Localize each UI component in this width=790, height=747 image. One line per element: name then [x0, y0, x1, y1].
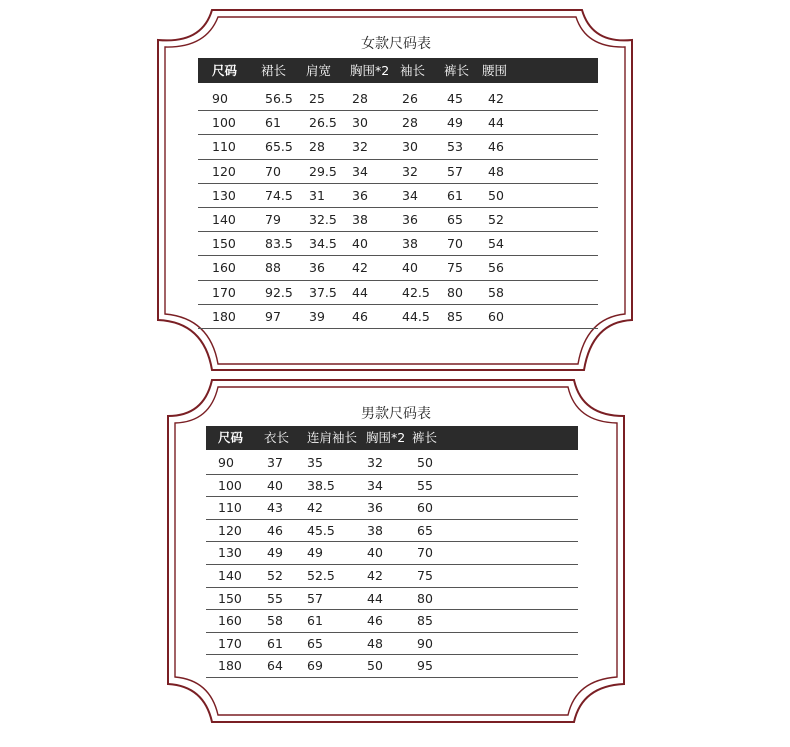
men-table-cell: 52.5	[307, 568, 335, 583]
women-table-cell: 53	[447, 139, 463, 155]
men-table-row	[206, 541, 578, 565]
men-table-cell: 150	[218, 590, 242, 606]
women-chart-title: 女款尺码表	[361, 36, 431, 52]
women-table-row	[198, 134, 598, 159]
women-table-cell: 120	[212, 163, 236, 179]
men-table-cell: 46	[267, 522, 283, 538]
men-header-cell: 连肩袖长	[307, 430, 358, 445]
women-table-cell: 40	[402, 260, 418, 276]
women-table-cell: 38	[352, 212, 368, 227]
men-table-cell: 49	[307, 545, 323, 561]
men-table-row	[206, 587, 578, 611]
men-table-cell: 55	[417, 477, 433, 493]
women-table-cell: 100	[212, 115, 236, 131]
women-table-cell: 83.5	[265, 236, 293, 252]
women-table-cell: 30	[352, 115, 368, 131]
women-table-cell: 80	[447, 284, 463, 300]
men-table-cell: 32	[367, 455, 383, 470]
men-table-cell: 58	[267, 613, 283, 629]
women-table-cell: 46	[352, 308, 368, 324]
men-table-cell: 37	[267, 455, 283, 470]
men-table-cell: 65	[307, 635, 323, 651]
women-table-cell: 90	[212, 91, 228, 106]
women-table-cell: 79	[265, 212, 281, 227]
women-table-cell: 70	[447, 236, 463, 252]
women-table-cell: 65.5	[265, 139, 293, 155]
women-header-cell: 肩宽	[306, 63, 332, 78]
men-table-cell: 170	[218, 635, 242, 651]
men-table-cell: 48	[367, 635, 383, 651]
women-table-cell: 75	[447, 260, 463, 276]
women-table-cell: 54	[488, 236, 504, 252]
men-table-cell: 69	[307, 658, 323, 674]
women-table-cell: 36	[309, 260, 325, 276]
men-table-cell: 61	[267, 635, 283, 651]
men-table-cell: 52	[267, 568, 283, 583]
men-table-row	[206, 654, 578, 678]
women-header-cell: 尺码	[212, 63, 238, 78]
women-header-cell: 裙长	[261, 63, 287, 78]
women-table-cell: 180	[212, 308, 236, 324]
women-table-cell: 38	[402, 236, 418, 252]
women-table-row	[198, 86, 598, 111]
women-table-cell: 32	[402, 163, 418, 179]
men-table-cell: 70	[417, 545, 433, 561]
men-table-cell: 42	[367, 568, 383, 583]
women-table-row	[198, 110, 598, 135]
women-table-cell: 49	[447, 115, 463, 131]
women-table-cell: 52	[488, 212, 504, 227]
women-table-cell: 140	[212, 212, 236, 227]
women-table-cell: 34	[352, 163, 368, 179]
women-table-cell: 29.5	[309, 163, 337, 179]
women-table-cell: 28	[402, 115, 418, 131]
men-table-cell: 57	[307, 590, 323, 606]
women-table-cell: 50	[488, 187, 504, 203]
women-table-cell: 70	[265, 163, 281, 179]
women-table-cell: 28	[352, 91, 368, 106]
men-header-cell: 尺码	[218, 430, 244, 445]
men-table-cell: 65	[417, 522, 433, 538]
women-table-cell: 74.5	[265, 187, 293, 203]
women-table-cell: 44.5	[402, 308, 430, 324]
men-table-row	[206, 519, 578, 543]
men-table-cell: 36	[367, 500, 383, 516]
women-table-cell: 170	[212, 284, 236, 300]
men-table-cell: 180	[218, 658, 242, 674]
men-table-cell: 60	[417, 500, 433, 516]
women-table-cell: 88	[265, 260, 281, 276]
women-table-row	[198, 231, 598, 256]
men-table-cell: 95	[417, 658, 433, 674]
men-table-row	[206, 609, 578, 633]
men-table-cell: 43	[267, 500, 283, 516]
men-table-cell: 130	[218, 545, 242, 561]
women-table-cell: 36	[352, 187, 368, 203]
men-chart-title: 男款尺码表	[361, 406, 431, 422]
men-header-cell: 衣长	[264, 430, 290, 445]
men-table-cell: 45.5	[307, 522, 335, 538]
women-table-cell: 130	[212, 187, 236, 203]
women-table-cell: 31	[309, 187, 325, 203]
men-table-row	[206, 564, 578, 588]
women-table-cell: 61	[265, 115, 281, 131]
men-table-cell: 100	[218, 477, 242, 493]
women-table-cell: 32.5	[309, 212, 337, 227]
women-table-cell: 34.5	[309, 236, 337, 252]
men-table-cell: 110	[218, 500, 242, 516]
men-table-cell: 75	[417, 568, 433, 583]
men-header-row	[206, 426, 578, 450]
women-table-cell: 56	[488, 260, 504, 276]
women-table-cell: 44	[488, 115, 504, 131]
women-table-cell: 40	[352, 236, 368, 252]
women-table-cell: 46	[488, 139, 504, 155]
women-table-cell: 42	[488, 91, 504, 106]
women-table-cell: 39	[309, 308, 325, 324]
women-table-cell: 56.5	[265, 91, 293, 106]
men-table-cell: 64	[267, 658, 283, 674]
men-table-cell: 40	[267, 477, 283, 493]
men-table-cell: 50	[417, 455, 433, 470]
women-table-cell: 160	[212, 260, 236, 276]
women-table-row	[198, 280, 598, 305]
women-header-cell: 裤长	[444, 63, 470, 78]
women-table-cell: 42	[352, 260, 368, 276]
men-table-row	[206, 496, 578, 520]
men-table-cell: 44	[367, 590, 383, 606]
women-table-cell: 45	[447, 91, 463, 106]
women-table-cell: 58	[488, 284, 504, 300]
men-header-cell: 胸围*2	[366, 430, 406, 445]
men-table-row	[206, 474, 578, 498]
women-table-row	[198, 255, 598, 280]
women-table-cell: 92.5	[265, 284, 293, 300]
men-table-row	[206, 632, 578, 656]
women-table-cell: 28	[309, 139, 325, 155]
men-table-cell: 120	[218, 522, 242, 538]
women-table-cell: 25	[309, 91, 325, 106]
men-table-cell: 85	[417, 613, 433, 629]
women-table-cell: 60	[488, 308, 504, 324]
men-table-cell: 38	[367, 522, 383, 538]
women-table-cell: 97	[265, 308, 281, 324]
women-table-cell: 110	[212, 139, 236, 155]
men-table-cell: 90	[417, 635, 433, 651]
men-table-cell: 50	[367, 658, 383, 674]
men-table-cell: 140	[218, 568, 242, 583]
men-table-cell: 61	[307, 613, 323, 629]
women-table-cell: 42.5	[402, 284, 430, 300]
men-table-cell: 40	[367, 545, 383, 561]
women-table-cell: 34	[402, 187, 418, 203]
men-table-cell: 55	[267, 590, 283, 606]
women-header-cell: 胸围*2	[350, 63, 390, 78]
men-header-cell: 裤长	[412, 430, 438, 445]
women-table-row	[198, 304, 598, 329]
women-table-cell: 65	[447, 212, 463, 227]
women-table-cell: 61	[447, 187, 463, 203]
men-table-cell: 160	[218, 613, 242, 629]
men-table-cell: 90	[218, 455, 234, 470]
men-table-cell: 34	[367, 477, 383, 493]
men-table-row	[206, 451, 578, 475]
women-table-row	[198, 159, 598, 184]
women-table-cell: 150	[212, 236, 236, 252]
women-table-cell: 37.5	[309, 284, 337, 300]
men-table-cell: 35	[307, 455, 323, 470]
women-table-cell: 26	[402, 91, 418, 106]
women-table-cell: 57	[447, 163, 463, 179]
women-table-row	[198, 183, 598, 208]
women-table-cell: 48	[488, 163, 504, 179]
men-table-cell: 49	[267, 545, 283, 561]
women-table-row	[198, 207, 598, 232]
women-table-cell: 85	[447, 308, 463, 324]
men-table-cell: 38.5	[307, 477, 335, 493]
women-table-cell: 30	[402, 139, 418, 155]
women-table-cell: 36	[402, 212, 418, 227]
women-table-cell: 32	[352, 139, 368, 155]
women-header-cell: 腰围	[482, 63, 508, 78]
women-header-row	[198, 58, 598, 83]
women-table-cell: 44	[352, 284, 368, 300]
men-table-cell: 80	[417, 590, 433, 606]
women-table-cell: 26.5	[309, 115, 337, 131]
men-table-cell: 42	[307, 500, 323, 516]
men-table-cell: 46	[367, 613, 383, 629]
women-header-cell: 袖长	[400, 63, 426, 78]
